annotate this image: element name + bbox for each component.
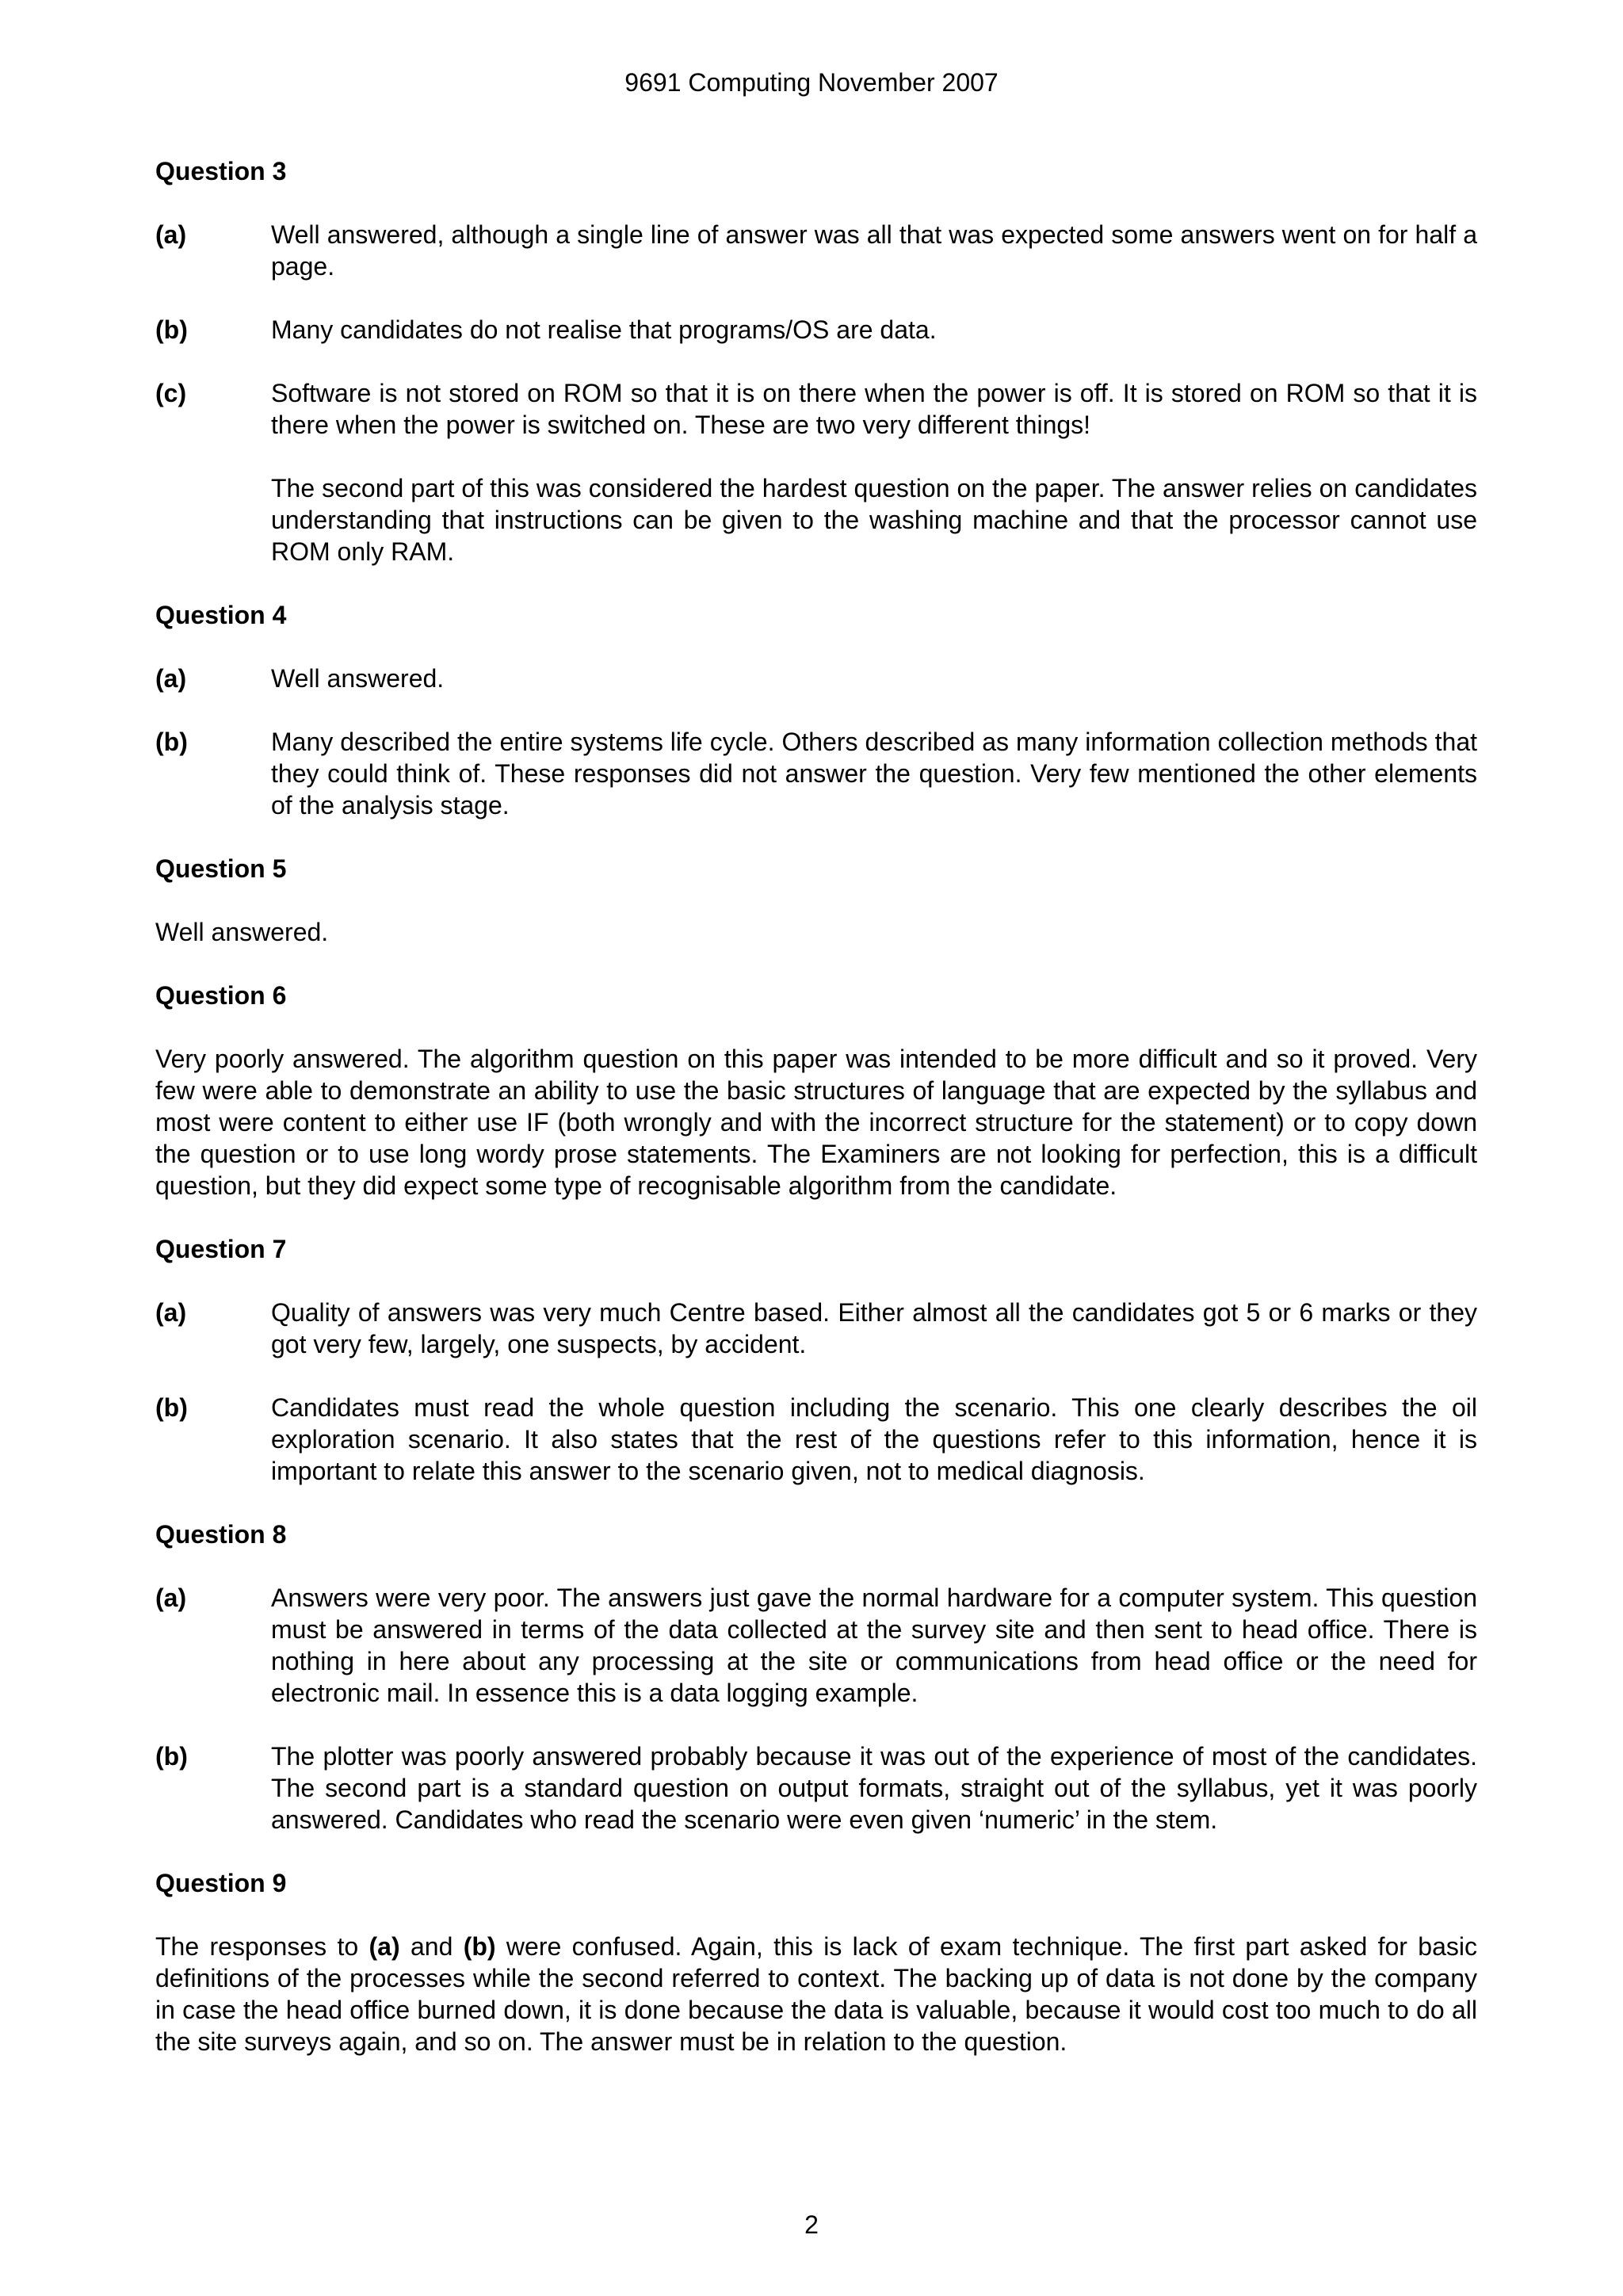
question-7-heading: Question 7 [155, 1235, 287, 1263]
question-9-text-part-2: and [399, 1932, 464, 1961]
question-6-text: Very poorly answered. The algorithm question on this paper was intended to be more difficult and so it proved. Very few were able to demonstrate an ability to use the basic structures of language that are expected by the syllabus and most were content to either use IF (both wrongly and with the incorrect structure for the statement) or to copy down the question or to use long wordy prose statements. The Examiners are not looking for perfection, this is a difficult question, but they did expect some type of recognisable algorithm from the candidate. [155, 1045, 1477, 1200]
question-9-ref-a: (a) [369, 1932, 400, 1961]
question-7a [155, 1297, 1477, 1360]
part-label: (b) [155, 728, 188, 756]
report-body [155, 155, 1477, 2089]
question-3c [155, 377, 1477, 441]
part-label: (b) [155, 315, 188, 344]
question-9-text [155, 1931, 1477, 2057]
question-4-heading: Question 4 [155, 601, 287, 629]
question-8a [155, 1582, 1477, 1709]
part-text: Software is not stored on ROM so that it is on there when the power is off. It is stored on ROM so that it is there when the power is switched on. These are two very different things! [271, 379, 1477, 439]
question-9-text-part-1: The responses to [155, 1932, 369, 1961]
part-label: (b) [155, 1393, 188, 1422]
question-9-text-part-3: were confused. Again, this is lack of exam technique. The first part asked for basic definitions of the processes while the second referred to context. The backing up of data is not done by the company in case the head office burned down, it is done because the data is valuable, because it would cost too much to do all the site surveys again, and so on. The answer must be in relation to the question. [155, 1932, 1478, 2056]
question-4b [155, 726, 1477, 821]
part-text: Well answered, although a single line of answer was all that was expected some answers went on for half a page. [271, 220, 1477, 281]
part-text: Quality of answers was very much Centre based. Either almost all the candidates got 5 or 6 marks or they got very few, largely, one suspects, by accident. [271, 1298, 1477, 1358]
question-8b [155, 1740, 1477, 1836]
question-3a [155, 219, 1477, 282]
part-text: The plotter was poorly answered probably because it was out of the experience of most of the candidates. The second part is a standard question on output formats, straight out of the syllabus, yet it was poorly answered. Candidates who read the scenario were even given ‘numeric’ in the stem. [271, 1742, 1477, 1834]
question-9-heading: Question 9 [155, 1869, 287, 1897]
question-5-heading: Question 5 [155, 854, 287, 883]
question-3-heading: Question 3 [155, 157, 287, 185]
part-label: (a) [155, 664, 187, 693]
question-9-ref-b: (b) [463, 1932, 496, 1961]
question-3c-continuation: The second part of this was considered the hardest question on the paper. The answer relies on candidates understanding that instructions can be given to the washing machine and that the processor cannot use ROM only RAM. [271, 474, 1477, 566]
question-7b [155, 1392, 1477, 1487]
part-text: Many described the entire systems life cycle. Others described as many information collection methods that they could think of. These responses did not answer the question. Very few mentioned the other elements of the analysis stage. [271, 728, 1477, 819]
question-6-heading: Question 6 [155, 981, 287, 1010]
question-4a [155, 663, 1477, 694]
part-label: (b) [155, 1742, 188, 1771]
question-8-heading: Question 8 [155, 1520, 287, 1549]
part-label: (c) [155, 379, 187, 407]
question-3b [155, 314, 1477, 346]
part-text: Well answered. [271, 664, 445, 693]
page-header: 9691 Computing November 2007 [624, 68, 999, 97]
part-label: (a) [155, 220, 187, 249]
part-text: Candidates must read the whole question including the scenario. This one clearly describes the oil exploration scenario. It also states that the rest of the questions refer to this information, hence it is important to relate this answer to the scenario given, not to medical diagnosis. [271, 1393, 1477, 1485]
part-label: (a) [155, 1584, 187, 1612]
part-text: Answers were very poor. The answers just gave the normal hardware for a computer system. This question must be answered in terms of the data collected at the survey site and then sent to head office. There is nothing in here about any processing at the site or communications from head office or the need for electronic mail. In essence this is a data logging example. [271, 1584, 1477, 1707]
part-text: Many candidates do not realise that programs/OS are data. [271, 315, 937, 344]
part-label: (a) [155, 1298, 187, 1327]
question-5-text: Well answered. [155, 918, 329, 946]
page-number: 2 [804, 2210, 819, 2239]
